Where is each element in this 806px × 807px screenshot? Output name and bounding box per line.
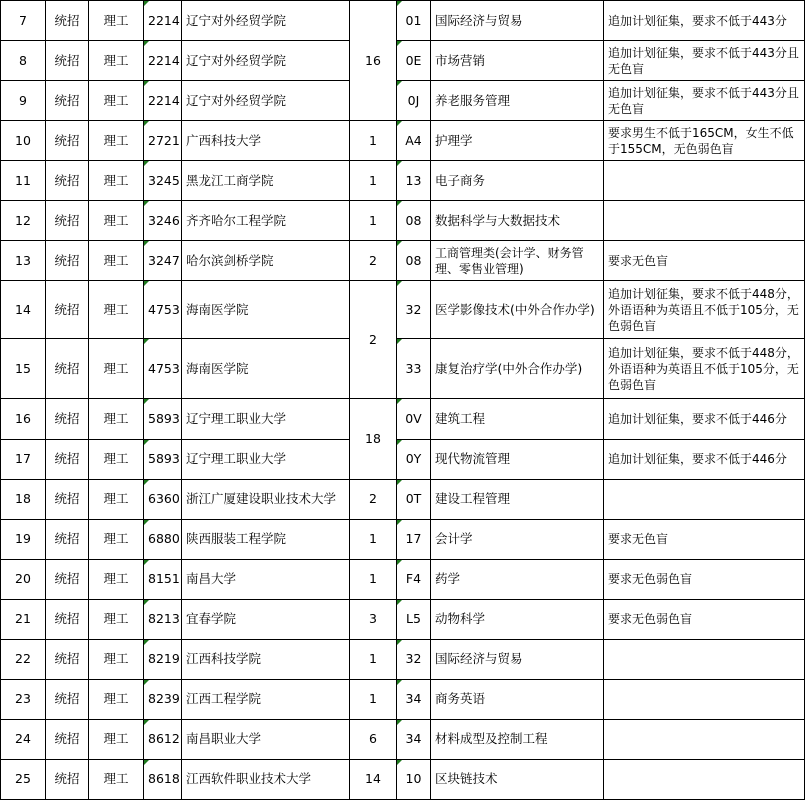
- school-name: 江西工程学院: [182, 679, 350, 719]
- major-name: 康复治疗学(中外合作办学): [431, 339, 604, 399]
- school-name: 辽宁对外经贸学院: [182, 41, 350, 81]
- major-code: 33: [397, 339, 431, 399]
- school-code: 2214: [144, 1, 182, 41]
- major-name: 市场营销: [431, 41, 604, 81]
- plan-count: 3: [350, 599, 397, 639]
- school-name: 黑龙江工商学院: [182, 161, 350, 201]
- major-name: 动物科学: [431, 599, 604, 639]
- subject-category: 理工: [89, 1, 144, 41]
- remark: 要求无色盲: [604, 519, 805, 559]
- subject-category: 理工: [89, 81, 144, 121]
- plan-count: 18: [350, 399, 397, 479]
- table-row: [1, 559, 805, 599]
- school-code: 8612: [144, 719, 182, 759]
- enroll-type: 统招: [46, 639, 89, 679]
- table-row: [1, 719, 805, 759]
- enroll-type: 统招: [46, 559, 89, 599]
- school-code: 8213: [144, 599, 182, 639]
- remark: 追加计划征集，要求不低于448分，外语语种为英语且不低于105分，无色弱色盲: [604, 281, 805, 339]
- remark: 追加计划征集，要求不低于448分，外语语种为英语且不低于105分，无色弱色盲: [604, 339, 805, 399]
- remark: 要求无色盲: [604, 241, 805, 281]
- school-code: 3247: [144, 241, 182, 281]
- major-code: 13: [397, 161, 431, 201]
- major-code: 0Y: [397, 439, 431, 479]
- major-name: 国际经济与贸易: [431, 1, 604, 41]
- enroll-type: 统招: [46, 281, 89, 339]
- school-name: 陕西服装工程学院: [182, 519, 350, 559]
- enroll-type: 统招: [46, 679, 89, 719]
- school-name: 江西软件职业技术大学: [182, 759, 350, 799]
- table-row: [1, 241, 805, 281]
- school-code: 2721: [144, 121, 182, 161]
- subject-category: 理工: [89, 161, 144, 201]
- plan-count: 1: [350, 161, 397, 201]
- school-code: 5893: [144, 439, 182, 479]
- enroll-type: 统招: [46, 339, 89, 399]
- plan-count: 1: [350, 519, 397, 559]
- row-number: 13: [1, 241, 46, 281]
- school-name: 海南医学院: [182, 281, 350, 339]
- row-number: 14: [1, 281, 46, 339]
- major-code: 0E: [397, 41, 431, 81]
- subject-category: 理工: [89, 479, 144, 519]
- school-name: 南昌大学: [182, 559, 350, 599]
- school-name: 宜春学院: [182, 599, 350, 639]
- school-code: 8219: [144, 639, 182, 679]
- row-number: 9: [1, 81, 46, 121]
- plan-count: 16: [350, 1, 397, 121]
- remark: [604, 759, 805, 799]
- school-name: 辽宁对外经贸学院: [182, 1, 350, 41]
- enroll-type: 统招: [46, 759, 89, 799]
- remark: 追加计划征集，要求不低于443分且无色盲: [604, 81, 805, 121]
- school-code: 4753: [144, 339, 182, 399]
- remark: 要求无色弱色盲: [604, 559, 805, 599]
- table-row: [1, 161, 805, 201]
- plan-count: 2: [350, 241, 397, 281]
- enroll-type: 统招: [46, 1, 89, 41]
- major-name: 养老服务管理: [431, 81, 604, 121]
- remark: 追加计划征集，要求不低于446分: [604, 399, 805, 439]
- major-code: 10: [397, 759, 431, 799]
- table-row: [1, 281, 805, 339]
- table-row: [1, 81, 805, 121]
- row-number: 10: [1, 121, 46, 161]
- major-name: 药学: [431, 559, 604, 599]
- enroll-type: 统招: [46, 719, 89, 759]
- major-name: 现代物流管理: [431, 439, 604, 479]
- school-code: 2214: [144, 41, 182, 81]
- table-row: [1, 759, 805, 799]
- row-number: 12: [1, 201, 46, 241]
- major-code: 17: [397, 519, 431, 559]
- enroll-type: 统招: [46, 241, 89, 281]
- school-name: 海南医学院: [182, 339, 350, 399]
- plan-count: 1: [350, 121, 397, 161]
- school-name: 哈尔滨剑桥学院: [182, 241, 350, 281]
- school-code: 3245: [144, 161, 182, 201]
- enroll-type: 统招: [46, 439, 89, 479]
- school-code: 3246: [144, 201, 182, 241]
- school-name: 广西科技大学: [182, 121, 350, 161]
- subject-category: 理工: [89, 281, 144, 339]
- school-code: 5893: [144, 399, 182, 439]
- major-name: 材料成型及控制工程: [431, 719, 604, 759]
- major-code: A4: [397, 121, 431, 161]
- row-number: 8: [1, 41, 46, 81]
- school-name: 浙江广厦建设职业技术大学: [182, 479, 350, 519]
- school-name: 辽宁理工职业大学: [182, 399, 350, 439]
- school-code: 4753: [144, 281, 182, 339]
- major-name: 数据科学与大数据技术: [431, 201, 604, 241]
- plan-count: 1: [350, 201, 397, 241]
- subject-category: 理工: [89, 719, 144, 759]
- major-code: 01: [397, 1, 431, 41]
- school-code: 2214: [144, 81, 182, 121]
- table-row: [1, 399, 805, 439]
- remark: 追加计划征集，要求不低于443分且无色盲: [604, 41, 805, 81]
- major-code: 34: [397, 719, 431, 759]
- major-code: 0T: [397, 479, 431, 519]
- row-number: 16: [1, 399, 46, 439]
- major-code: 0J: [397, 81, 431, 121]
- plan-count: 2: [350, 479, 397, 519]
- remark: [604, 201, 805, 241]
- major-code: 0V: [397, 399, 431, 439]
- plan-count: 14: [350, 759, 397, 799]
- row-number: 20: [1, 559, 46, 599]
- major-name: 工商管理类(会计学、财务管理、零售业管理): [431, 241, 604, 281]
- row-number: 17: [1, 439, 46, 479]
- school-code: 8618: [144, 759, 182, 799]
- row-number: 24: [1, 719, 46, 759]
- enroll-type: 统招: [46, 201, 89, 241]
- major-code: 34: [397, 679, 431, 719]
- row-number: 23: [1, 679, 46, 719]
- remark: [604, 719, 805, 759]
- remark: [604, 479, 805, 519]
- table-row: [1, 201, 805, 241]
- major-name: 建设工程管理: [431, 479, 604, 519]
- major-code: F4: [397, 559, 431, 599]
- school-name: 江西科技学院: [182, 639, 350, 679]
- subject-category: 理工: [89, 339, 144, 399]
- row-number: 21: [1, 599, 46, 639]
- subject-category: 理工: [89, 679, 144, 719]
- row-number: 19: [1, 519, 46, 559]
- subject-category: 理工: [89, 519, 144, 559]
- table-row: [1, 41, 805, 81]
- subject-category: 理工: [89, 439, 144, 479]
- enroll-type: 统招: [46, 479, 89, 519]
- row-number: 25: [1, 759, 46, 799]
- enroll-type: 统招: [46, 599, 89, 639]
- row-number: 18: [1, 479, 46, 519]
- major-name: 医学影像技术(中外合作办学): [431, 281, 604, 339]
- table-row: [1, 1, 805, 41]
- remark: 要求男生不低于165CM，女生不低于155CM，无色弱色盲: [604, 121, 805, 161]
- subject-category: 理工: [89, 121, 144, 161]
- school-code: 8151: [144, 559, 182, 599]
- school-name: 南昌职业大学: [182, 719, 350, 759]
- plan-count: 1: [350, 559, 397, 599]
- school-name: 辽宁对外经贸学院: [182, 81, 350, 121]
- major-code: 08: [397, 201, 431, 241]
- major-code: L5: [397, 599, 431, 639]
- row-number: 11: [1, 161, 46, 201]
- remark: 追加计划征集，要求不低于443分: [604, 1, 805, 41]
- major-name: 电子商务: [431, 161, 604, 201]
- remark: [604, 679, 805, 719]
- plan-count: 1: [350, 679, 397, 719]
- remark: 要求无色弱色盲: [604, 599, 805, 639]
- subject-category: 理工: [89, 201, 144, 241]
- subject-category: 理工: [89, 639, 144, 679]
- major-code: 08: [397, 241, 431, 281]
- major-code: 32: [397, 281, 431, 339]
- major-name: 护理学: [431, 121, 604, 161]
- row-number: 15: [1, 339, 46, 399]
- subject-category: 理工: [89, 241, 144, 281]
- enroll-type: 统招: [46, 81, 89, 121]
- major-name: 国际经济与贸易: [431, 639, 604, 679]
- plan-count: 2: [350, 281, 397, 399]
- plan-count: 1: [350, 639, 397, 679]
- table-row: [1, 679, 805, 719]
- row-number: 22: [1, 639, 46, 679]
- table-row: [1, 439, 805, 479]
- table-row: [1, 519, 805, 559]
- major-name: 建筑工程: [431, 399, 604, 439]
- plan-count: 6: [350, 719, 397, 759]
- remark: 追加计划征集，要求不低于446分: [604, 439, 805, 479]
- enroll-type: 统招: [46, 41, 89, 81]
- table-row: [1, 639, 805, 679]
- remark: [604, 161, 805, 201]
- table-row: [1, 339, 805, 399]
- table-row: [1, 479, 805, 519]
- table-row: [1, 599, 805, 639]
- enroll-type: 统招: [46, 399, 89, 439]
- major-code: 32: [397, 639, 431, 679]
- subject-category: 理工: [89, 559, 144, 599]
- row-number: 7: [1, 1, 46, 41]
- school-code: 8239: [144, 679, 182, 719]
- school-name: 辽宁理工职业大学: [182, 439, 350, 479]
- table-row: [1, 121, 805, 161]
- enroll-type: 统招: [46, 121, 89, 161]
- subject-category: 理工: [89, 399, 144, 439]
- subject-category: 理工: [89, 41, 144, 81]
- subject-category: 理工: [89, 759, 144, 799]
- subject-category: 理工: [89, 599, 144, 639]
- school-name: 齐齐哈尔工程学院: [182, 201, 350, 241]
- major-name: 区块链技术: [431, 759, 604, 799]
- school-code: 6880: [144, 519, 182, 559]
- enroll-type: 统招: [46, 161, 89, 201]
- major-name: 商务英语: [431, 679, 604, 719]
- school-code: 6360: [144, 479, 182, 519]
- major-name: 会计学: [431, 519, 604, 559]
- remark: [604, 639, 805, 679]
- enroll-type: 统招: [46, 519, 89, 559]
